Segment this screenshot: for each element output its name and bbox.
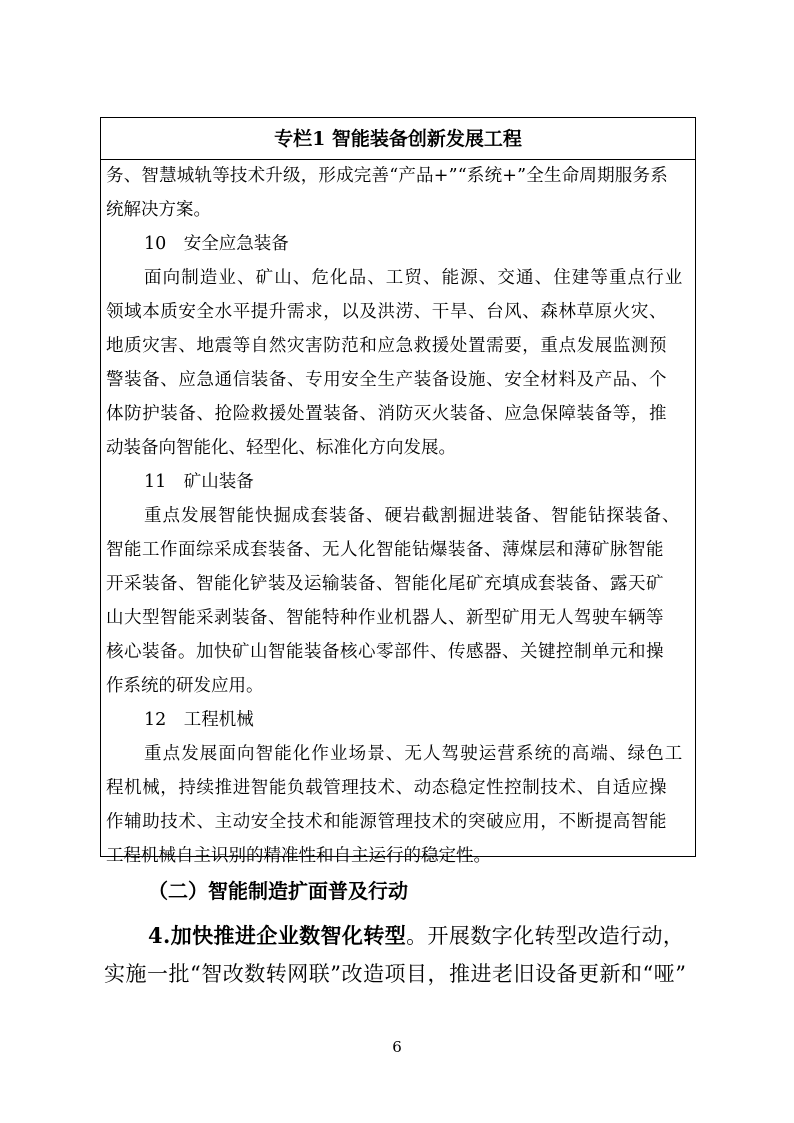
box-subheading: 10 安全应急装备	[144, 234, 289, 254]
section-heading: （二）智能制造扩面普及行动	[148, 879, 408, 903]
box-line: 务、智慧城轨等技术升级，形成完善“产品+”“系统+”全生命周期服务系	[106, 166, 668, 186]
box-line: 智能工作面综采成套装备、无人化智能钻爆装备、薄煤层和薄矿脉智能	[106, 540, 664, 560]
box-line: 地质灾害、地震等自然灾害防范和应急救援处置需要，重点发展监测预	[106, 336, 668, 356]
paragraph-text: 。开展数字化转型改造行动，	[406, 924, 685, 948]
paragraph-line	[148, 923, 684, 949]
box-line: 作系统的研发应用。	[106, 676, 264, 696]
page-number: 6	[392, 1038, 402, 1056]
box-line: 工程机械自主识别的精准性和自主运行的稳定性。	[106, 846, 491, 866]
box-line: 山大型智能采剥装备、智能特种作业机器人、新型矿用无人驾驶车辆等	[106, 608, 664, 628]
box-title: 专栏1 智能装备创新发展工程	[101, 118, 695, 160]
box-line: 动装备向智能化、轻型化、标准化方向发展。	[106, 438, 456, 458]
box-line: 领域本质安全水平提升需求，以及洪涝、干旱、台风、森林草原火灾、	[106, 302, 668, 322]
box-line: 程机械，持续推进智能负载管理技术、动态稳定性控制技术、自适应操	[106, 778, 668, 798]
box-line: 体防护装备、抢险救援处置装备、消防灭火装备、应急保障装备等，推	[106, 404, 668, 424]
box-line: 重点发展智能快掘成套装备、硬岩截割掘进装备、智能钻探装备、	[144, 506, 681, 526]
box-line: 作辅助技术、主动安全技术和能源管理技术的突破应用，不断提高智能	[106, 812, 668, 832]
box-line: 核心装备。加快矿山智能装备核心零部件、传感器、关键控制单元和操	[106, 642, 664, 662]
box-line: 警装备、应急通信装备、专用安全生产装备设施、安全材料及产品、个	[106, 370, 668, 390]
box-line: 重点发展面向智能化作业场景、无人驾驶运营系统的高端、绿色工	[144, 744, 684, 764]
paragraph-line: 实施一批“智改数转网联”改造项目，推进老旧设备更新和“哑”	[104, 962, 687, 986]
box-line: 开采装备、智能化铲装及运输装备、智能化尾矿充填成套装备、露天矿	[106, 574, 664, 594]
paragraph-lead: 4.加快推进企业数智化转型	[148, 923, 407, 948]
box-subheading: 11 矿山装备	[144, 472, 254, 492]
box-line: 统解决方案。	[106, 200, 211, 220]
box-subheading: 12 工程机械	[144, 710, 254, 730]
box-line: 面向制造业、矿山、危化品、工贸、能源、交通、住建等重点行业	[144, 268, 684, 288]
